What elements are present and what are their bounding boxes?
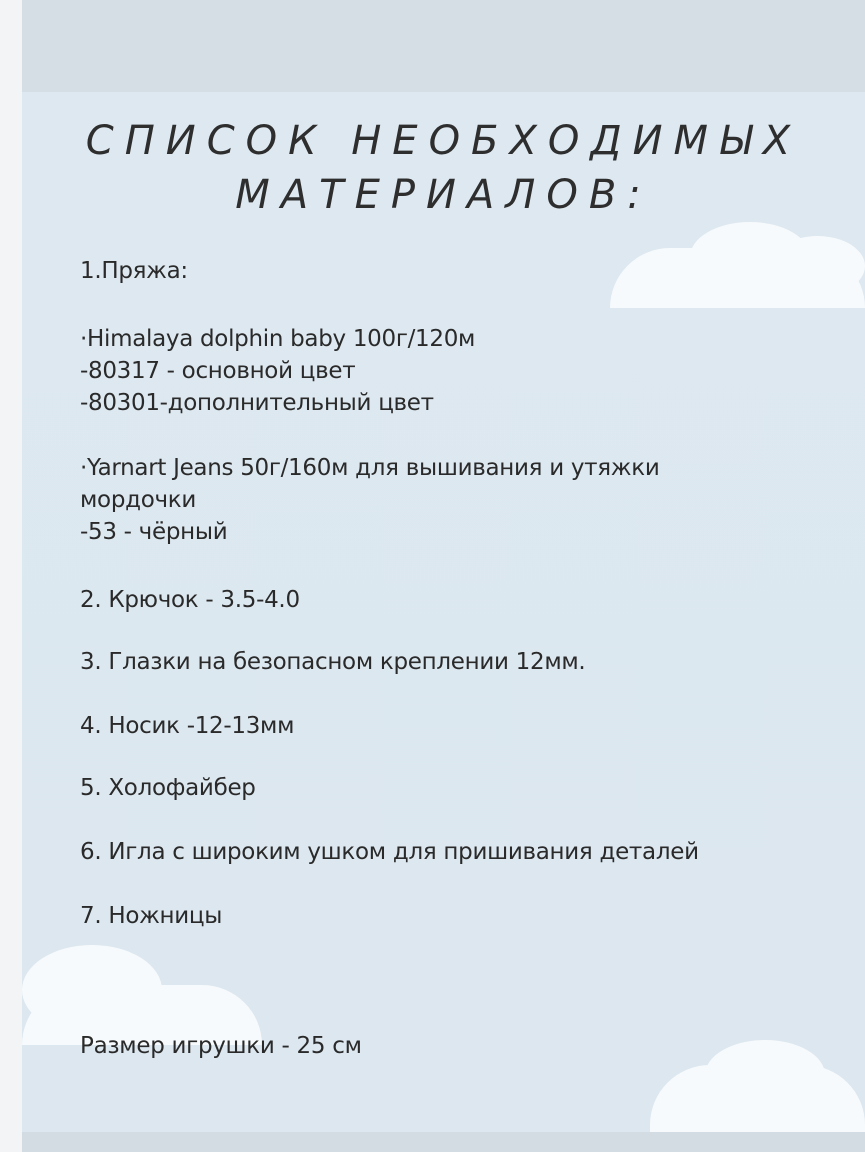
page-title-line2: МАТЕРИАЛОВ: (235, 172, 652, 218)
yarn1-extra-color: -80301-дополнительный цвет (80, 390, 434, 416)
cloud-right-top-3 (770, 236, 865, 296)
page-title-line1: СПИСОК НЕОБХОДИМЫХ (85, 118, 802, 164)
hook-item: 2. Крючок - 3.5-4.0 (80, 587, 300, 613)
nose-item: 4. Носик -12-13мм (80, 713, 295, 739)
needle-item: 6. Игла с широким ушком для пришивания деталей (80, 839, 699, 865)
yarn2-name-continued: мордочки (80, 487, 197, 513)
left-margin-strip (0, 0, 22, 1152)
bottom-band (22, 1132, 865, 1152)
yarn2-color: -53 - чёрный (80, 519, 228, 545)
yarn2-name: ·Yarnart Jeans 50г/160м для вышивания и утяжки (80, 455, 660, 481)
top-band (22, 0, 865, 92)
yarn-heading: 1.Пряжа: (80, 258, 188, 284)
filler-item: 5. Холофайбер (80, 775, 256, 801)
yarn1-name: ·Himalaya dolphin baby 100г/120м (80, 326, 476, 352)
yarn1-main-color: -80317 - основной цвет (80, 358, 356, 384)
eyes-item: 3. Глазки на безопасном креплении 12мм. (80, 649, 586, 675)
scissors-item: 7. Ножницы (80, 903, 223, 929)
cloud-right-bottom-2 (650, 1065, 865, 1135)
toy-size: Размер игрушки - 25 см (80, 1033, 362, 1059)
